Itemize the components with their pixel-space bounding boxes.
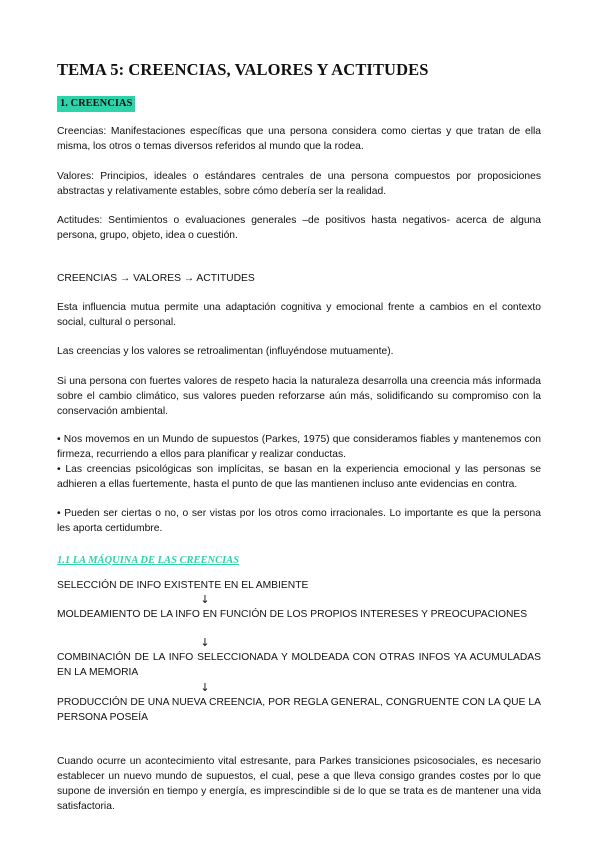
definition-valores: Valores: Principios, ideales o estándares centrales de una persona compuestos por proposiciones abstractas y relativamente estables, sobre cómo debería ser la realidad. [57,171,541,197]
bullet-item: • Nos movemos en un Mundo de supuestos (Parkes, 1975) que consideramos fiables y mantenemos con firmeza, recurriendo a ellos para planificar y realizar conductas. [57,434,541,460]
bullet-item: • Las creencias psicológicas son implícitas, se basan en la experiencia emocional y las personas se adhieren a ellas fuertemente, hasta el punto de que las mantienen incluso ante evidencias en contra. [57,464,541,490]
machine-step: SELECCIÓN DE INFO EXISTENTE EN EL AMBIENTE [57,580,309,591]
down-arrow-icon: ↓ [200,636,210,649]
down-arrow-icon: ↓ [200,681,210,694]
machine-step: MOLDEAMIENTO DE LA INFO EN FUNCIÓN DE LOS PROPIOS INTERESES Y PREOCUPACIONES [57,609,528,620]
machine-step: PRODUCCIÓN DE UNA NUEVA CREENCIA, POR REGLA GENERAL, CONGRUENTE CON LA QUE LA PERSONA POSEÍA [57,697,541,723]
closing-paragraph: Cuando ocurre un acontecimiento vital estresante, para Parkes transiciones psicosociales, es necesario establecer un nuevo mundo de supuestos, el cual, pese a que lleva consigo grandes costes por lo que supone de inversión en tiempo y energía, es imprescindible si de lo que se trata es de mantener una vida satisfactoria. [57,756,541,812]
document-title: TEMA 5: CREENCIAS, VALORES Y ACTITUDES [57,60,429,79]
influence-paragraph: Esta influencia mutua permite una adaptación cognitiva y emocional frente a cambios en el contexto social, cultural o personal. [57,302,541,328]
definition-actitudes: Actitudes: Sentimientos o evaluaciones generales –de positivos hasta negativos- acerca de alguna persona, grupo, objeto, idea o cuestión. [57,215,541,241]
example-paragraph: Si una persona con fuertes valores de respeto hacia la naturaleza desarrolla una creencia más informada sobre el cambio climático, sus valores pueden reforzarse aún más, solidificando su compromiso con la conservación ambiental. [57,376,541,417]
feedback-paragraph: Las creencias y los valores se retroalimentan (influyéndose mutuamente). [57,346,394,357]
down-arrow-icon: ↓ [200,593,210,606]
chain-text: CREENCIAS → VALORES → ACTITUDES [57,273,255,284]
definition-creencias: Creencias: Manifestaciones específicas que una persona considera como ciertas y que tratan de ella misma, los otros o temas diversos referidos al mundo que la rodea. [57,126,541,152]
machine-step: COMBINACIÓN DE LA INFO SELECCIONADA Y MOLDEADA CON OTRAS INFOS YA ACUMULADAS EN LA MEMORIA [57,652,541,678]
bullet-item: • Pueden ser ciertas o no, o ser vistas por los otros como irracionales. Lo importante es que la persona les aporta certidumbre. [57,508,541,534]
subsection-heading-maquina: 1.1 LA MÁQUINA DE LAS CREENCIAS [57,555,240,566]
section-heading-creencias: 1. CREENCIAS [57,96,135,112]
